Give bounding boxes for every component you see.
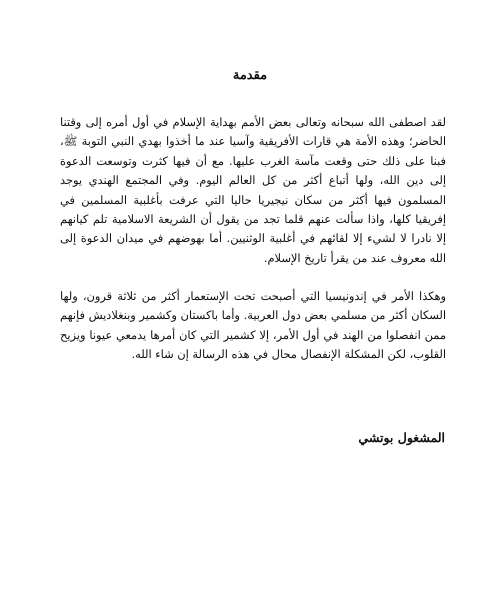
author-signature: المشغول بوتشي	[358, 430, 445, 445]
document-heading: مقدمة	[232, 68, 268, 83]
paragraph-second: وهكذا الأمر في إندونيسيا التي أصبحت تحت الإستعمار أكثر من ثلاثة قرون، ولها السكان أكثر من مسلمي بعض دول العربية. وأما باكستان وكشمير وبنغلاديش فإنهم ممن انفصلوا من الهند في أول الأمر، إلا كشمير التي كان أمرها يدمعي عيونا ويزيح القلوب، لكن المشكلة الإنفصال محال في هذه الرسالة إن شاء الله.	[60, 289, 446, 362]
paragraph-intro: لقد اصطفى الله سبحانه وتعالى بعض الأمم بهداية الإسلام في أول أمره إلى وقتنا الحاضر؛ وهذه الأمة هي قارات الأفريقية وآسيا عند ما أخذوا بهدي النبي التوبة ﷺ، فبنا على ذلك حتى وقعت مآسة الغرب عليها. مع أن فيها كثرت وتوسعت الدعوة إلى دين الله، ولها أتباع أكثر من كل العالم اليوم. وفي المجتمع الهندي يوجد المسلمون فيها أكثر من سكان نيجيريا حاليا التي عرفت بأغلبية المسلمين في إفريقيا كلها، واذا سألت عنهم قلما تجد من يقول أن الشريعة الاسلامية تلم كيانهم إلا نادرا لا لشيء إلا لقائهم في أغلبية الوثنيين. أما بهوضهم في ميدان الدعوة إلى الله معروف عند من يقرأ تاريخ الإسلام.	[60, 115, 446, 265]
